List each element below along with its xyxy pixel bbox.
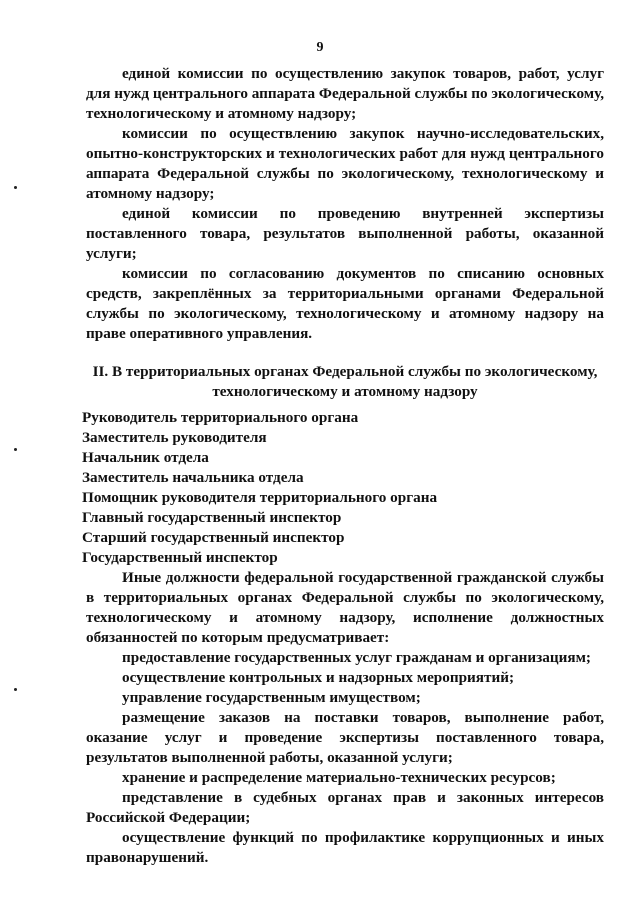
duty-item: размещение заказов на поставки товаров, выполнение работ, оказание услуг и проведение экспертизы поставленного товара, результатов выполненной работы, оказанной услуги; bbox=[86, 709, 604, 766]
duty-item: хранение и распределение материально-технических ресурсов; bbox=[122, 769, 556, 786]
position-item: Руководитель территориального органа bbox=[82, 409, 359, 426]
paragraph: комиссии по осуществлению закупок научно-исследовательских, опытно-конструкторских и технологических работ для нужд центрального аппарата Федеральной службы по экологическому, технологическому и атомному надзору; bbox=[86, 125, 604, 202]
duty-item: осуществление функций по профилактике коррупционных и иных правонарушений. bbox=[86, 829, 604, 866]
section-heading: II. В территориальных органах Федеральной службы по экологическому, технологическому и атомному надзору bbox=[92, 363, 598, 400]
paragraph: комиссии по согласованию документов по списанию основных средств, закреплённых за территориальными органами Федеральной службы по экологическому, технологическому и атомному надзору на праве оперативного управления. bbox=[86, 265, 604, 342]
scan-dot-mark bbox=[14, 186, 17, 189]
paragraph: единой комиссии по осуществлению закупок товаров, работ, услуг для нужд центрального аппарата Федеральной службы по экологическому, технологическому и атомному надзору; bbox=[86, 65, 604, 122]
duty-item: осуществление контрольных и надзорных мероприятий; bbox=[122, 669, 515, 686]
duty-item: представление в судебных органах прав и законных интересов Российской Федерации; bbox=[86, 789, 604, 826]
paragraph: единой комиссии по проведению внутренней экспертизы поставленного товара, результатов выполненной работы, оказанной услуги; bbox=[86, 205, 604, 262]
scan-dot-mark bbox=[14, 448, 17, 451]
duty-item: предоставление государственных услуг гражданам и организациям; bbox=[122, 649, 591, 666]
document-body bbox=[82, 64, 604, 868]
scan-dot-mark bbox=[14, 688, 17, 691]
position-item: Начальник отдела bbox=[82, 449, 209, 466]
position-item: Государственный инспектор bbox=[82, 549, 278, 566]
page-number: 9 bbox=[316, 40, 324, 55]
position-item: Помощник руководителя территориального органа bbox=[82, 489, 438, 506]
position-item: Заместитель начальника отдела bbox=[82, 469, 304, 486]
position-item: Старший государственный инспектор bbox=[82, 529, 345, 546]
position-item: Заместитель руководителя bbox=[82, 429, 267, 446]
duty-item: управление государственным имуществом; bbox=[122, 689, 421, 706]
paragraph: Иные должности федеральной государственной гражданской службы в территориальных органах Федеральной службы по экологическому, технологическому и атомному надзору, исполнение должностных обязанностей по которым предусматривает: bbox=[86, 569, 604, 646]
position-item: Главный государственный инспектор bbox=[82, 509, 342, 526]
